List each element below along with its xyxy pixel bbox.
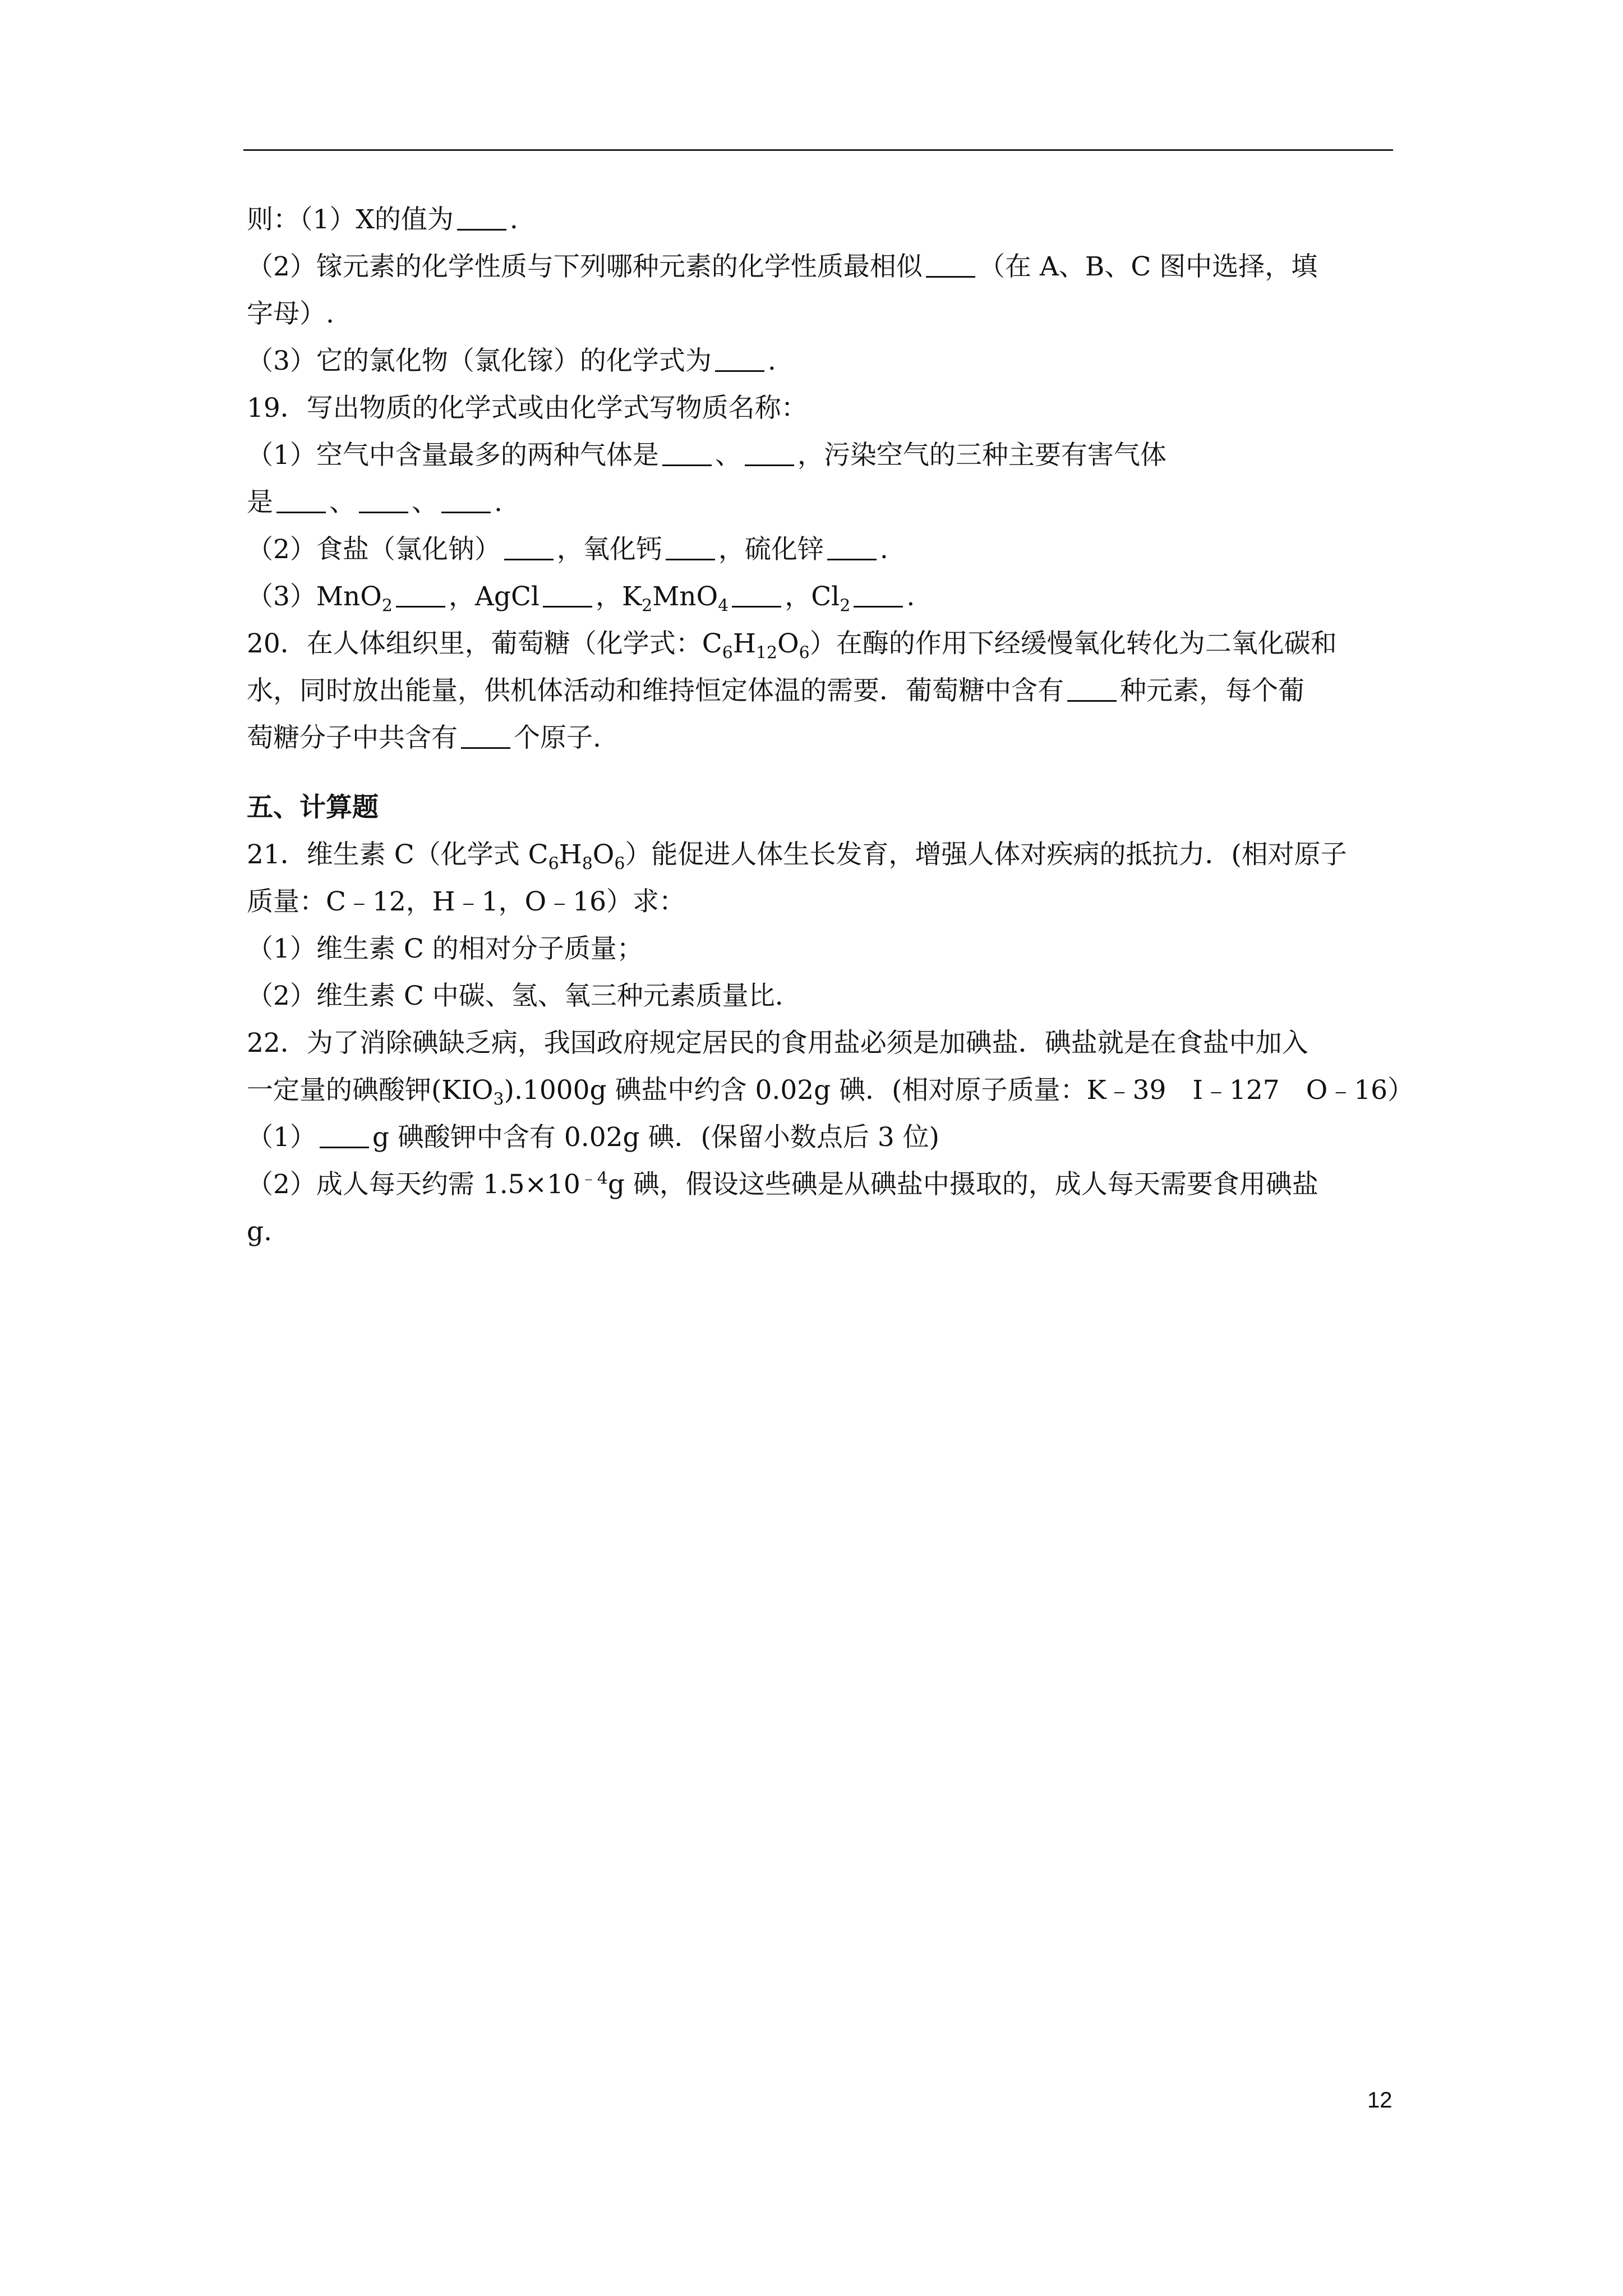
q22-line4: （2）成人每天约需 $1.5\times 10^{﹣4}g$ 碘，假设这些碘是从碘盐中摄取的，成人每天需要食用碘盐 <box>247 1168 1318 1200</box>
q21-line2: 质量：C﹣12，H﹣1，O﹣16）求： <box>247 886 685 917</box>
answer-blank[interactable] <box>276 487 326 513</box>
answer-blank[interactable] <box>662 440 712 466</box>
q19-line1: （1）空气中含量最多的两种气体是 、 ，污染空气的三种主要有害气体 <box>247 440 1166 471</box>
q18-part2: （2）镓元素的化学性质与下列哪种元素的化学性质最相似 （在 A、B、C 图中选择，填 <box>247 251 1318 282</box>
page-number: 12 <box>1367 2088 1393 2113</box>
answer-blank[interactable] <box>504 534 554 560</box>
answer-blank[interactable] <box>827 534 877 560</box>
q19-title: 19．写出物质的化学式或由化学式写物质名称： <box>247 393 808 424</box>
answer-blank[interactable] <box>441 487 491 513</box>
q21-line3: （1）维生素 C 的相对分子质量； <box>247 933 643 964</box>
answer-blank[interactable] <box>359 487 408 513</box>
answer-blank[interactable] <box>732 581 781 608</box>
q20-line3: 萄糖分子中共含有 个原子. <box>247 723 601 753</box>
q18-part2-cont: 字母）. <box>247 298 334 329</box>
q22-line5: g. <box>247 1216 273 1247</box>
answer-blank[interactable] <box>457 204 506 231</box>
document-body <box>247 196 1414 1255</box>
answer-blank[interactable] <box>666 534 715 560</box>
header-rule <box>243 149 1393 151</box>
answer-blank[interactable] <box>715 346 764 372</box>
q19-line4: （3）MnO$_2$ ，AgCl ，$K_2MnO_4$ ，$Cl_2$ . <box>247 581 915 616</box>
q19-line2: 是 、 、 . <box>247 487 502 518</box>
section-heading: 五、计算题 <box>247 792 379 823</box>
answer-blank[interactable] <box>745 440 794 466</box>
answer-blank[interactable] <box>926 251 975 278</box>
q20-line1: 20．在人体组织里，葡萄糖（化学式：$C_6H_{12}O_6$）在酶的作用下经缓慢氧化转化为二氧化碳和 <box>247 628 1337 663</box>
answer-blank[interactable] <box>543 581 592 608</box>
q19-line3: （2）食盐（氯化钠） ，氧化钙 ，硫化锌 . <box>247 534 888 565</box>
q22-line2: 一定量的碘酸钾$(KIO_3).1000g$ 碘盐中约含 0.02g 碘．(相对原子质量：K﹣39 I﹣127 O﹣16） <box>247 1075 1414 1110</box>
q21-line4: （2）维生素 C 中碳、氢、氧三种元素质量比. <box>247 981 783 1011</box>
q22-line3: （1） g 碘酸钾中含有 0.02g 碘．(保留小数点后 3 位) <box>247 1122 940 1153</box>
answer-blank[interactable] <box>461 723 510 749</box>
q22-line1: 22．为了消除碘缺乏病，我国政府规定居民的食用盐必须是加碘盐．碘盐就是在食盐中加入 <box>247 1028 1308 1059</box>
answer-blank[interactable] <box>396 581 445 608</box>
q18-part3: （3）它的氯化物（氯化镓）的化学式为 . <box>247 346 776 376</box>
q20-line2: 水，同时放出能量，供机体活动和维持恒定体温的需要．葡萄糖中含有 种元素，每个葡 <box>247 675 1304 706</box>
answer-blank[interactable] <box>854 581 903 608</box>
answer-blank[interactable] <box>320 1122 369 1148</box>
answer-blank[interactable] <box>1067 675 1117 702</box>
q18-part1: 则：（1）X的值为 . <box>247 204 518 235</box>
q21-line1: 21．维生素 C（化学式 $C_6H_8O_6$）能促进人体生长发育，增强人体对疾病的抵抗力．(相对原子 <box>247 839 1347 874</box>
